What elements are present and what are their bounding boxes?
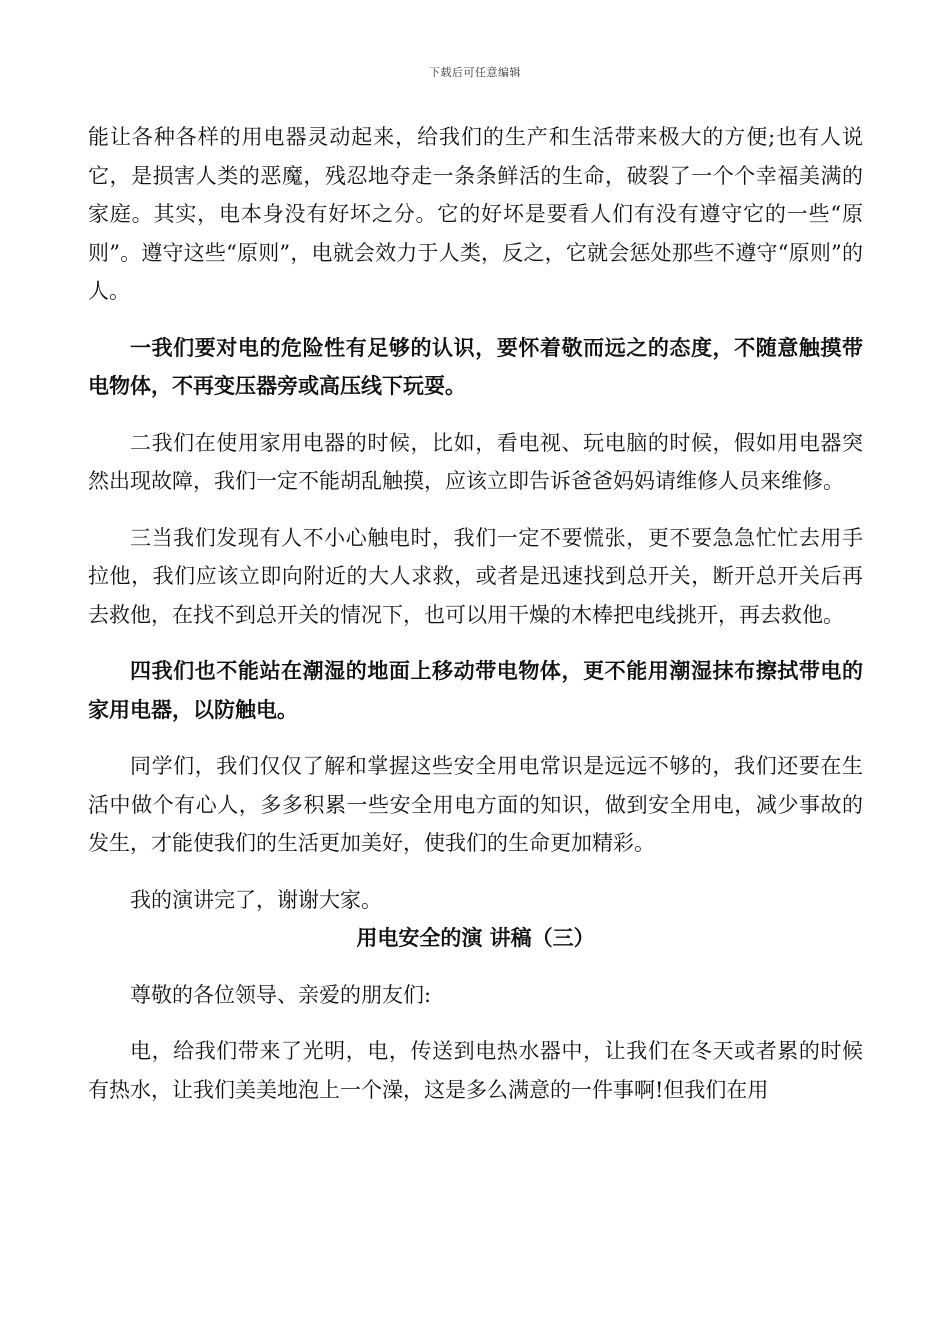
paragraph-point-one: 一我们要对电的危险性有足够的认识，要怀着敬而远之的态度，不随意触摸带电物体，不再变压器旁或高压线下玩耍。 bbox=[88, 334, 863, 398]
paragraph-point-two: 二我们在使用家用电器的时候，比如，看电视、玩电脑的时候，假如用电器突然出现故障，我们一定不能胡乱触摸，应该立即告诉爸爸妈妈请维修人员来维修。 bbox=[88, 430, 863, 493]
paragraph-intro-continued: 能让各种各样的用电器灵动起来，给我们的生产和生活带来极大的方便;也有人说它，是损害人类的恶魔，残忍地夺走一条条鲜活的生命，破裂了一个个幸福美满的家庭。其实，电本身没有好坏之分。它的好坏是要看人们有没有遵守它的一些“原则”。遵守这些“原则”，电就会效力于人类，反之，它就会惩处那些不遵守“原则”的人。 bbox=[88, 125, 863, 303]
paragraph-speech-opening: 电，给我们带来了光明，电，传送到电热水器中，让我们在冬天或者累的时候有热水，让我们美美地泡上一个澡，这是多么满意的一件事啊!但我们在用 bbox=[88, 1039, 863, 1102]
paragraph-salutation: 尊敬的各位领导、亲爱的朋友们: bbox=[130, 982, 432, 1007]
paragraph-point-three: 三当我们发现有人不小心触电时，我们一定不要慌张，更不要急急忙忙去用手拉他，我们应该立即向附近的大人求救，或者是迅速找到总开关，断开总开关后再去救他，在找不到总开关的情况下，也可以用干燥的木棒把电线挑开，再去救他。 bbox=[88, 525, 863, 627]
page-header: 下载后可任意编辑 bbox=[429, 66, 521, 79]
paragraph-conclusion: 同学们，我们仅仅了解和掌握这些安全用电常识是远远不够的，我们还要在生活中做个有心人，多多积累一些安全用电方面的知识，做到安全用电，减少事故的发生，才能使我们的生活更加美好，使我们的生命更加精彩。 bbox=[88, 754, 863, 855]
paragraph-point-four: 四我们也不能站在潮湿的地面上移动带电物体，更不能用潮湿抹布擦拭带电的家用电器，以防触电。 bbox=[88, 658, 863, 722]
section-title: 用电安全的演 讲稿（三） bbox=[356, 925, 595, 950]
document-body bbox=[88, 118, 863, 1109]
paragraph-closing: 我的演讲完了，谢谢大家。 bbox=[130, 887, 382, 912]
